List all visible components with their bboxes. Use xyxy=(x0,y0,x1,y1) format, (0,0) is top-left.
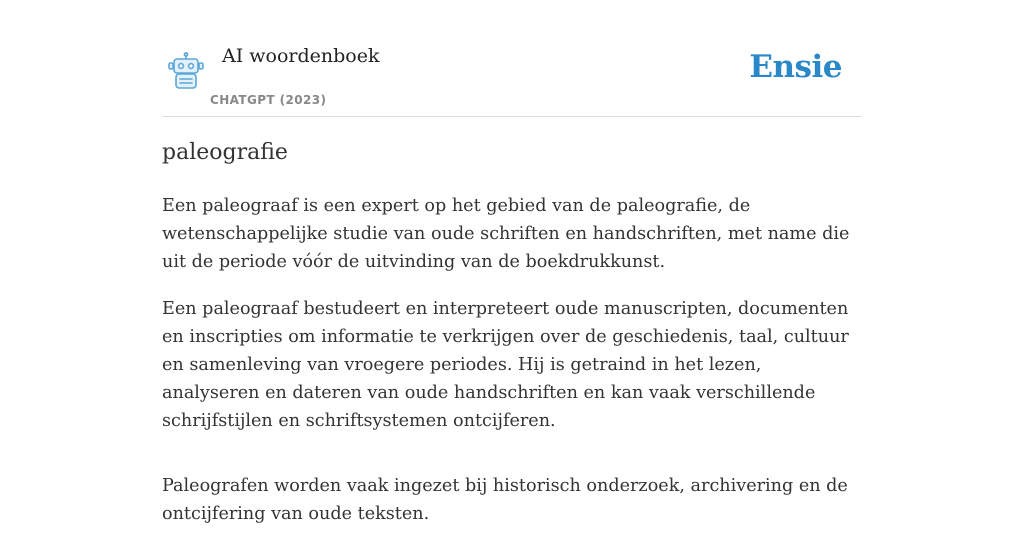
source-title[interactable]: AI woordenboek xyxy=(222,45,380,67)
source-subtitle: CHATGPT (2023) xyxy=(210,93,327,107)
brand-logo-link[interactable]: Ensie xyxy=(749,49,842,85)
entry-term: paleografie xyxy=(162,140,288,165)
definition-paragraph-1: Een paleograaf is een expert op het gebied van de paleografie, de wetenschappelijke studie van oude schriften en handschriften, met name die uit de periode vóór de uitvinding van de boekdrukkunst. xyxy=(162,196,850,272)
definition-paragraph-2: Een paleograaf bestudeert en interpreteert oude manuscripten, documenten en inscripties om informatie te verkrijgen over de geschiedenis, taal, cultuur en samenleving van vroegere periodes. Hij is getraind in het lezen, analyseren en dateren van oude handschriften en kan vaak verschillende schrijfstijlen en schriftsystemen ontcijferen. xyxy=(162,299,849,431)
definition-paragraph-3: Paleografen worden vaak ingezet bij historisch onderzoek, archivering en de ontcijfering van oude teksten. xyxy=(162,476,848,524)
entry-definition xyxy=(162,192,862,547)
source-header xyxy=(162,0,862,117)
robot-icon xyxy=(166,52,206,90)
